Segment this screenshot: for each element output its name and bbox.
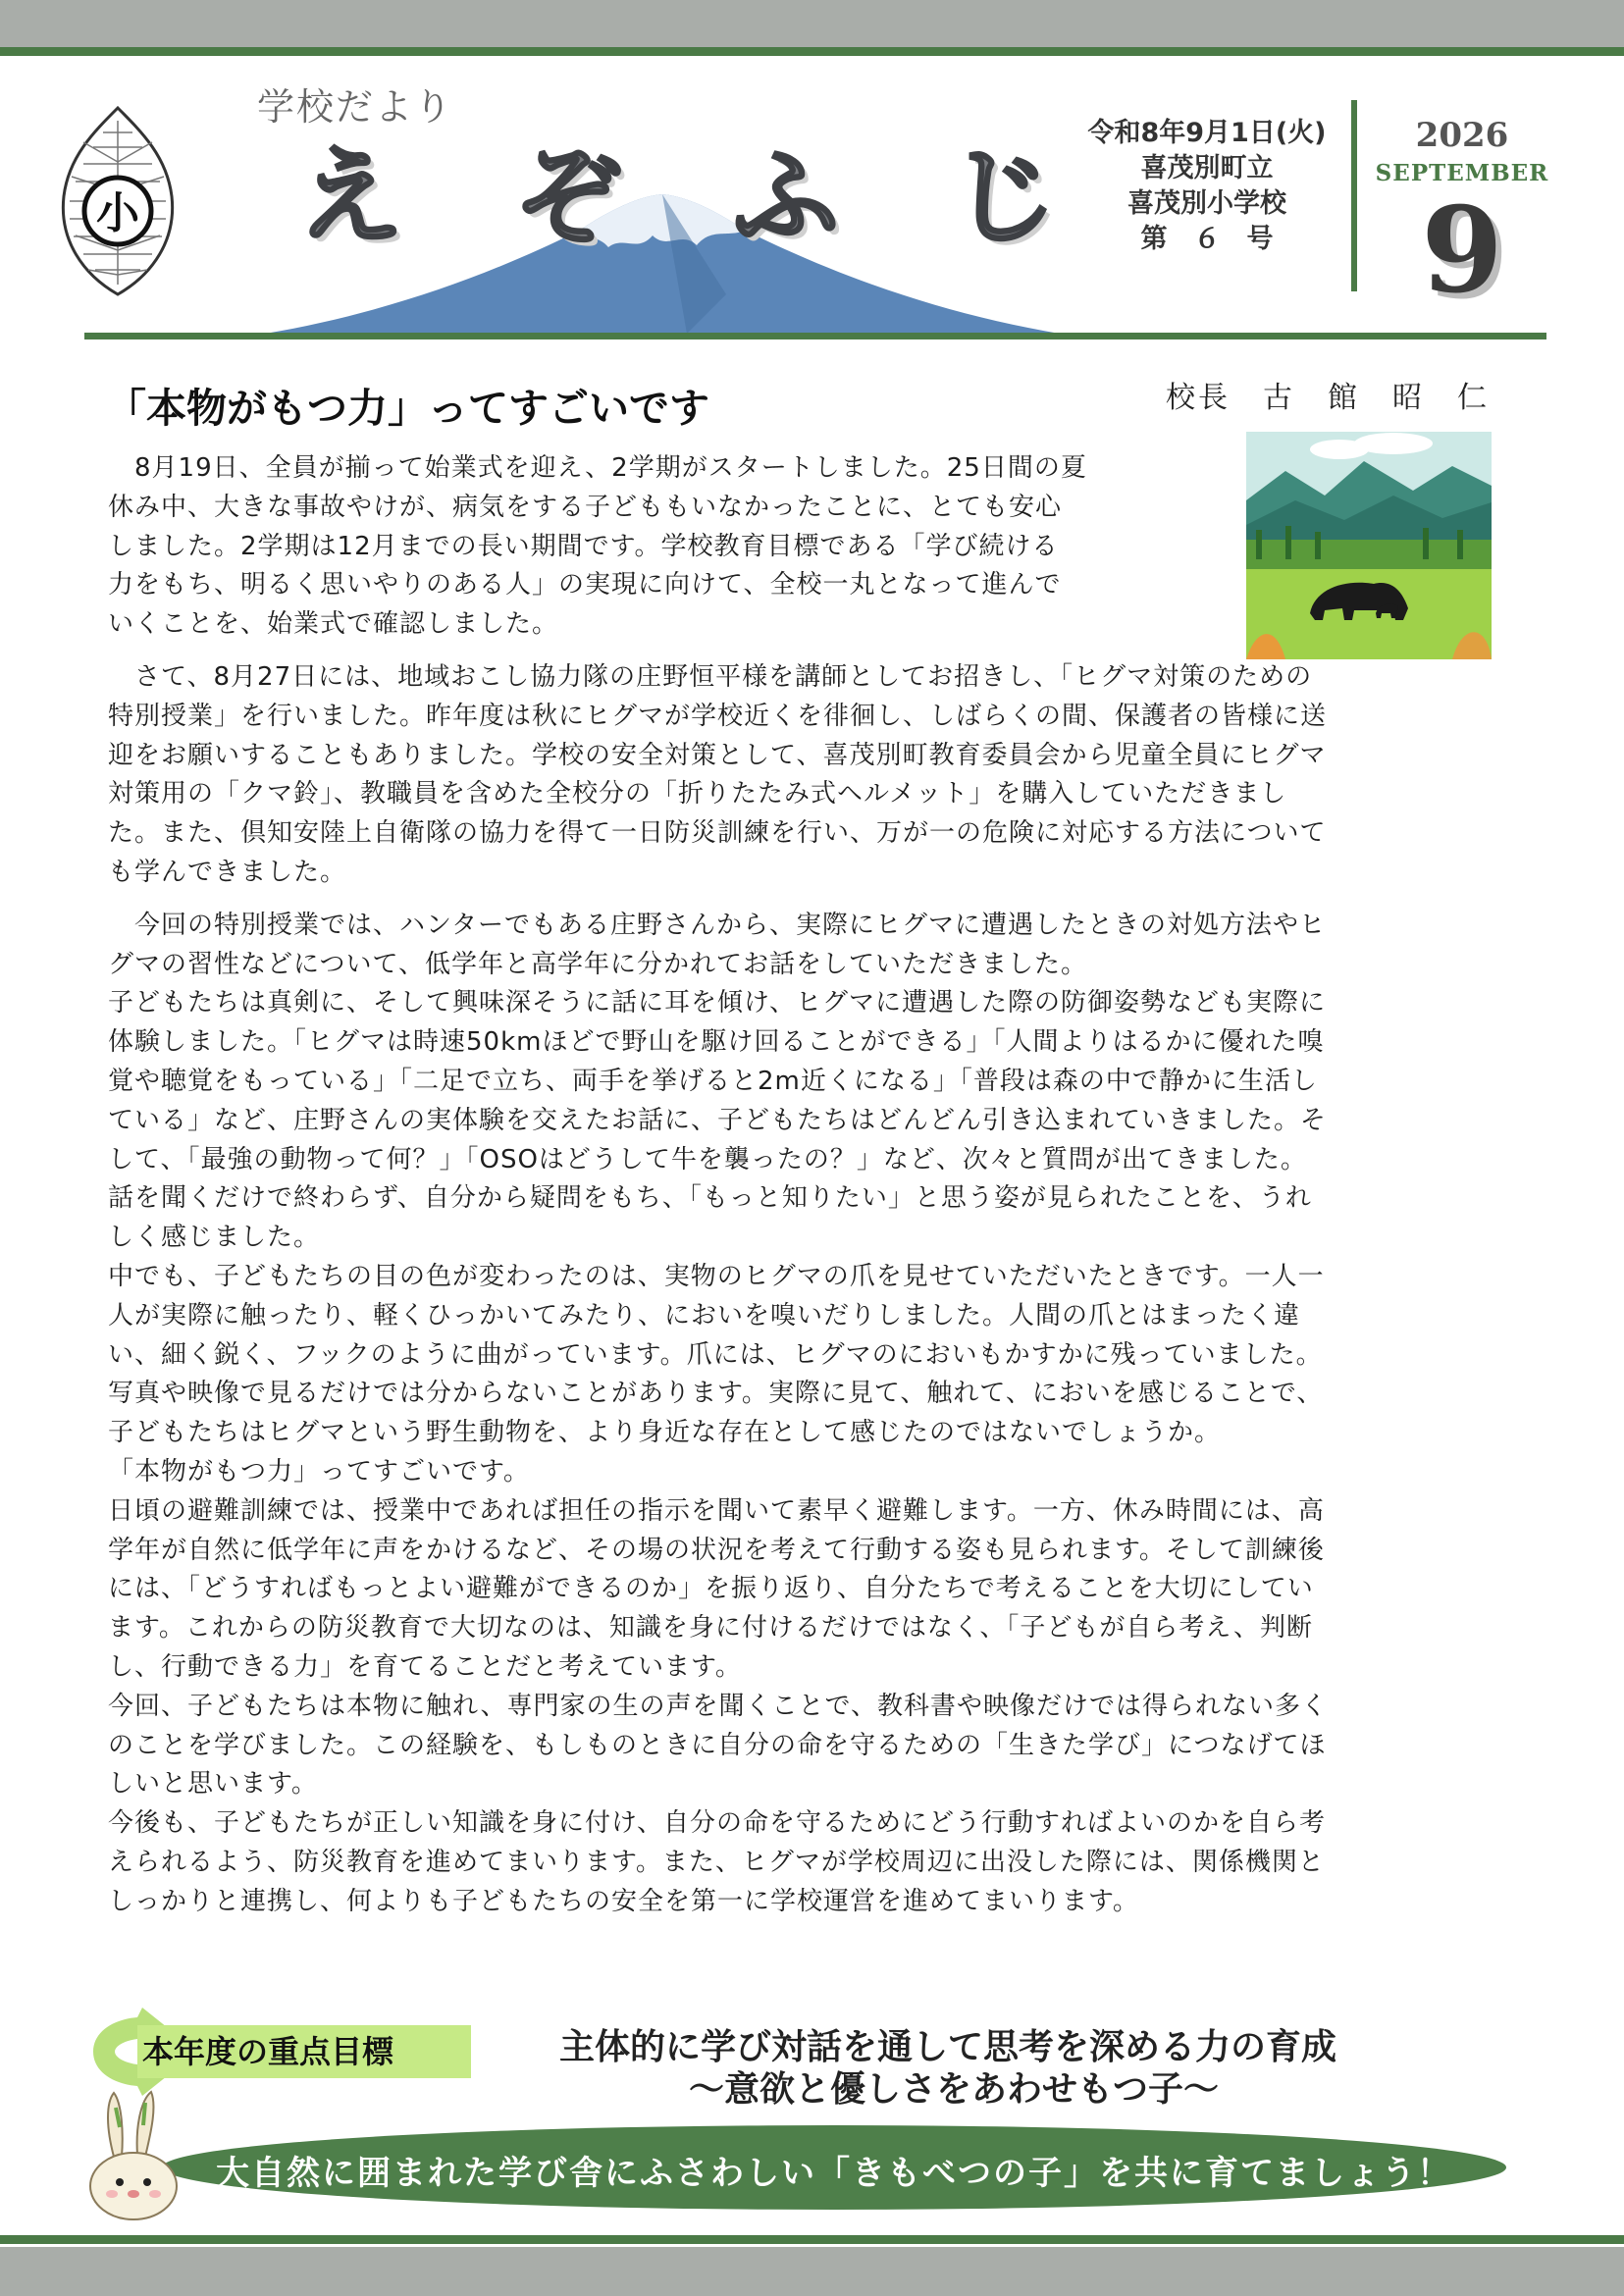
article-line: し、行動できる力」を育てることだと考えています。 <box>108 1651 742 1682</box>
article-line: 特別授業」を行いました。昨年度は秋にヒグマが学校近くを徘徊し、しばらくの間、保護者の皆様に送 <box>108 701 1328 731</box>
article-line: 学年が自然に低学年に声をかけるなど、その場の状況を考えて行動する姿も見られます。そして訓練後 <box>108 1535 1325 1565</box>
pub-town: 喜茂別町立 <box>1140 153 1274 183</box>
title-char: ぞ <box>514 136 621 259</box>
issue-month-en: SEPTEMBER <box>1375 160 1549 186</box>
article-line: も学んできました。 <box>108 857 347 887</box>
article-line: 今回、子どもたちは本物に触れ、専門家の生の声を聞くことで、教科書や映像だけでは得られない多く <box>108 1691 1329 1721</box>
article-line: 今後も、子どもたちが正しい知識を身に付け、自分の命を守るためにどう行動すればよいのかを自ら考 <box>108 1808 1326 1839</box>
article-line: 子どもたちは真剣に、そして興味深そうに話に耳を傾け、ヒグマに遭遇した際の防御姿勢なども実際に <box>108 988 1326 1018</box>
article-line: しいと思います。 <box>108 1769 318 1800</box>
issue-month-number: 9 <box>1421 182 1503 320</box>
publication-info <box>1079 116 1335 257</box>
issue-year: 2026 <box>1415 116 1509 155</box>
pub-school: 喜茂別小学校 <box>1127 188 1286 219</box>
article-line: 日頃の避難訓練では、授業中であれば担任の指示を聞いて素早く避難します。一方、休み時間には、高 <box>108 1495 1325 1526</box>
paragraph-gap <box>108 893 1521 907</box>
pub-date: 令和8年9月1日(火) <box>1087 118 1327 148</box>
article-line: グマの習性などについて、低学年と高学年に分かれてお話をしていただきました。 <box>108 949 1087 979</box>
header-divider <box>1351 100 1357 291</box>
header-rule <box>84 333 1546 339</box>
article-author: 校長 古 館 昭 仁 <box>1166 381 1490 415</box>
goal-label: 本年度の重点目標 <box>142 2033 394 2070</box>
title-char: え <box>296 136 403 259</box>
paragraph-gap <box>108 645 1521 658</box>
article-line: 写真や映像で見るだけでは分からないことがあります。実際に見て、触れて、においを感じることで、 <box>108 1379 1324 1409</box>
newsletter-subtitle: 学校だより <box>257 85 454 129</box>
article-line: い、細く鋭く、フックのように曲がっています。爪には、ヒグマのにおいもかすかに残っていました。 <box>108 1339 1323 1370</box>
article-line: 体験しました。「ヒグマは時速50kmほどで野山を駆け回ることができる」「人間よりはるかに優れた嗅 <box>108 1027 1325 1058</box>
emblem-char: 小 <box>96 188 139 238</box>
goal-sub: ～意欲と優しさをあわせもつ子～ <box>689 2069 1220 2110</box>
article-title: 「本物がもつ力」ってすごいです <box>106 385 709 432</box>
article-line: た。また、倶知安陸上自衛隊の協力を得て一日防災訓練を行い、万が一の危険に対応する方法について <box>108 818 1327 849</box>
article-line: 対策用の「クマ鈴」、教職員を含めた全校分の「折りたたみ式ヘルメット」を購入していただきまし <box>108 779 1287 809</box>
top-rule <box>0 47 1624 56</box>
article-line: 子どもたちはヒグマという野生動物を、より身近な存在として感じたのではないでしょうか。 <box>108 1418 1222 1448</box>
article-line: えられるよう、防災教育を進めてまいります。また、ヒグマが学校周辺に出没した際には、関係機関と <box>108 1847 1325 1877</box>
article-line: 力をもち、明るく思いやりのある人」の実現に向けて、全校一丸となって進んで <box>108 570 1062 600</box>
article-line: しっかりと連携し、何よりも子どもたちの安全を第一に学校運営を進めてまいります。 <box>108 1886 1139 1916</box>
article-line: 中でも、子どもたちの目の色が変わったのは、実物のヒグマの爪を見せていただいたときです。一人一 <box>108 1261 1325 1291</box>
article-line: いくことを、始業式で確認しました。 <box>108 609 559 640</box>
slogan-text: 大自然に囲まれた学び舎にふさわしい「きもべつの子」を共に育てましょう！ <box>216 2154 1452 2193</box>
pub-issue: 第 ６ 号 <box>1140 224 1274 254</box>
bottom-rule <box>0 2235 1624 2244</box>
top-band <box>0 0 1624 47</box>
article-line: ている」など、庄野さんの実体験を交えたお話に、子どもたちはどんどん引き込まれていきました。そ <box>108 1105 1328 1135</box>
article-line: さて、8月27日には、地域おこし協力隊の庄野恒平様を講師としてお招きし、「ヒグマ対策のための <box>108 661 1313 692</box>
article-line: 人が実際に触ったり、軽くひっかいてみたり、においを嗅いだりしました。人間の爪とはまったく違 <box>108 1300 1301 1331</box>
title-char: じ <box>950 136 1057 259</box>
article-line: して、「最強の動物って何？」「OSOはどうして牛を襲ったの？」など、次々と質問が出てきました。 <box>108 1144 1307 1174</box>
goal-main: 主体的に学び対話を通して思考を深める力の育成 <box>559 2027 1337 2067</box>
article-line: しました。2学期は12月までの長い期間です。学校教育目標である「学び続ける <box>108 531 1059 561</box>
article-body <box>108 449 1521 1921</box>
article-line: には、「どうすればもっとよい避難ができるのか」を振り返り、自分たちで考えることを大切にしてい <box>108 1574 1314 1604</box>
bottom-band <box>0 2247 1624 2296</box>
article-line: ます。これからの防災教育で大切なのは、知識を身に付けるだけではなく、「子どもが自ら考え、判断 <box>108 1613 1313 1644</box>
title-char: ふ <box>732 136 839 259</box>
school-emblem-icon <box>54 103 182 299</box>
article-line: 「本物がもつ力」ってすごいです。 <box>108 1456 530 1487</box>
article-line: 8月19日、全員が揃って始業式を迎え、2学期がスタートしました。25日間の夏 <box>108 453 1087 483</box>
article-line: 迎をお願いすることもありました。学校の安全対策として、喜茂別町教育委員会から児童全員にヒグマ <box>108 740 1327 770</box>
article-line: 休み中、大きな事故やけが、病気をする子どももいなかったことに、とても安心 <box>108 492 1063 522</box>
newsletter-title <box>267 136 1087 259</box>
article-line: のことを学びました。この経験を、もしものときに自分の命を守るための「生きた学び」につなげてほ <box>108 1730 1327 1760</box>
article-line: しく感じました。 <box>108 1223 321 1253</box>
article-line: 話を聞くだけで終わらず、自分から疑問をもち、「もっと知りたい」と思う姿が見られたことを、うれ <box>108 1183 1312 1214</box>
article-line: 今回の特別授業では、ハンターでもある庄野さんから、実際にヒグマに遭遇したときの対処方法やヒ <box>108 910 1326 940</box>
article-line: 覚や聴覚をもっている」「二足で立ち、両手を挙げると2m近くになる」「普段は森の中で静かに生活し <box>108 1066 1318 1096</box>
